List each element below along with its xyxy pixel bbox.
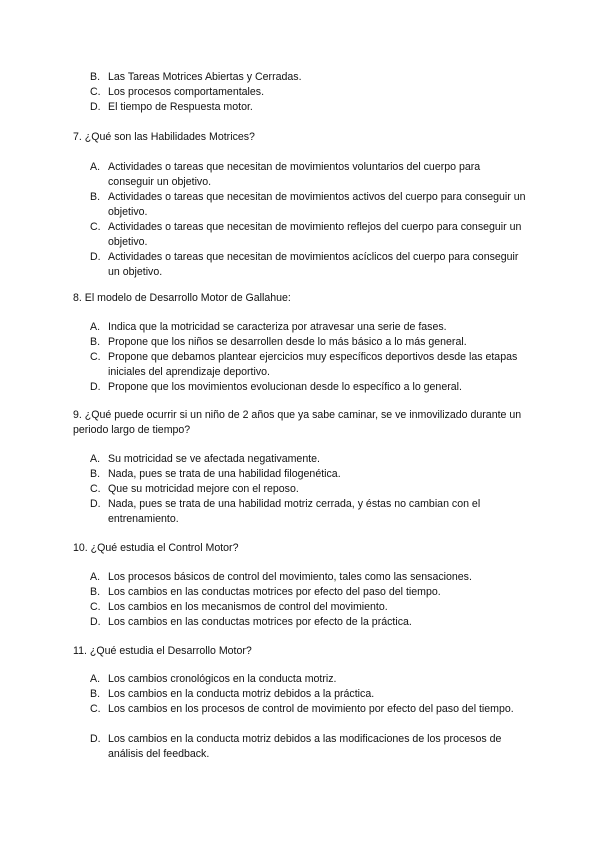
option-text: Indica que la motricidad se caracteriza por atravesar una serie de fases. [108, 321, 447, 333]
option-list [0, 70, 600, 115]
option-letter: A. [90, 673, 101, 685]
option-b [0, 467, 600, 482]
option-c [0, 350, 600, 380]
option-text: Propone que los niños se desarrollen desde lo más básico a lo más general. [108, 336, 467, 348]
option-c [0, 85, 600, 100]
option-text: Los procesos comportamentales. [108, 86, 265, 98]
option-letter: B. [90, 71, 101, 83]
option-a [0, 672, 600, 687]
option-letter: B. [90, 336, 101, 348]
option-letter: B. [90, 688, 101, 700]
question-7: 7. ¿Qué son las Habilidades Motrices? [73, 131, 255, 143]
option-text: Actividades o tareas que necesitan de movimientos voluntarios del cuerpo para conseguir un objetivo. [108, 161, 481, 188]
option-a [0, 320, 600, 335]
option-d [0, 615, 600, 630]
question-8: 8. El modelo de Desarrollo Motor de Gallahue: [73, 292, 291, 304]
option-text: El tiempo de Respuesta motor. [108, 101, 253, 113]
option-a [0, 452, 600, 467]
option-c [0, 220, 600, 250]
option-text: Los cambios en los procesos de control de movimiento por efecto del paso del tiempo. [108, 703, 514, 715]
option-b [0, 190, 600, 220]
option-b [0, 70, 600, 85]
option-list [0, 672, 600, 762]
option-text: Los cambios en los mecanismos de control del movimiento. [108, 601, 388, 613]
question-10: 10. ¿Qué estudia el Control Motor? [73, 542, 239, 554]
option-list [0, 160, 600, 280]
option-d [0, 732, 600, 762]
option-letter: A. [90, 453, 101, 465]
option-text: Los cambios cronológicos en la conducta motriz. [108, 673, 337, 685]
option-d [0, 100, 600, 115]
option-letter: C. [90, 601, 101, 613]
option-letter: D. [90, 381, 101, 393]
option-letter: C. [90, 86, 101, 98]
option-text: Los cambios en las conductas motrices por efecto del paso del tiempo. [108, 586, 441, 598]
option-b [0, 335, 600, 350]
option-d [0, 250, 600, 280]
option-letter: C. [90, 703, 101, 715]
option-letter: B. [90, 468, 101, 480]
option-letter: D. [90, 251, 101, 263]
option-b [0, 687, 600, 702]
option-letter: C. [90, 221, 101, 233]
option-text: Actividades o tareas que necesitan de movimientos activos del cuerpo para conseguir un objetivo. [108, 191, 526, 218]
option-letter: B. [90, 191, 101, 203]
option-letter: D. [90, 101, 101, 113]
option-list [0, 452, 600, 527]
option-letter: D. [90, 733, 101, 745]
option-text: Las Tareas Motrices Abiertas y Cerradas. [108, 71, 302, 83]
option-letter: A. [90, 321, 101, 333]
option-c [0, 482, 600, 497]
option-text: Propone que debamos plantear ejercicios muy específicos deportivos desde las etapas iniciales del aprendizaje deportivo. [108, 351, 518, 378]
option-a [0, 570, 600, 585]
option-letter: B. [90, 586, 101, 598]
option-text: Los procesos básicos de control del movimiento, tales como las sensaciones. [108, 571, 472, 583]
option-letter: D. [90, 616, 101, 628]
option-c [0, 702, 600, 732]
option-text: Que su motricidad mejore con el reposo. [108, 483, 299, 495]
option-text: Actividades o tareas que necesitan de movimientos acíclicos del cuerpo para conseguir un objetivo. [108, 251, 519, 278]
question-11: 11. ¿Qué estudia el Desarrollo Motor? [73, 645, 252, 657]
option-letter: C. [90, 483, 101, 495]
option-d [0, 497, 600, 527]
option-text: Propone que los movimientos evolucionan desde lo específico a lo general. [108, 381, 462, 393]
option-text: Su motricidad se ve afectada negativamente. [108, 453, 320, 465]
option-text: Actividades o tareas que necesitan de movimiento reflejos del cuerpo para conseguir un objetivo. [108, 221, 522, 248]
option-text: Nada, pues se trata de una habilidad filogenética. [108, 468, 341, 480]
option-list [0, 570, 600, 630]
option-list [0, 320, 600, 395]
option-letter: A. [90, 571, 101, 583]
option-text: Los cambios en las conductas motrices por efecto de la práctica. [108, 616, 412, 628]
option-d [0, 380, 600, 395]
question-9: 9. ¿Qué puede ocurrir si un niño de 2 años que ya sabe caminar, se ve inmovilizado durante un periodo largo de tiempo? [73, 409, 522, 436]
option-text: Los cambios en la conducta motriz debidos a las modificaciones de los procesos de análisis del feedback. [108, 733, 502, 760]
option-letter: C. [90, 351, 101, 363]
option-b [0, 585, 600, 600]
option-a [0, 160, 600, 190]
option-text: Los cambios en la conducta motriz debidos a la práctica. [108, 688, 375, 700]
option-letter: D. [90, 498, 101, 510]
option-letter: A. [90, 161, 101, 173]
option-c [0, 600, 600, 615]
option-text: Nada, pues se trata de una habilidad motriz cerrada, y éstas no cambian con el entrenamiento. [108, 498, 481, 525]
